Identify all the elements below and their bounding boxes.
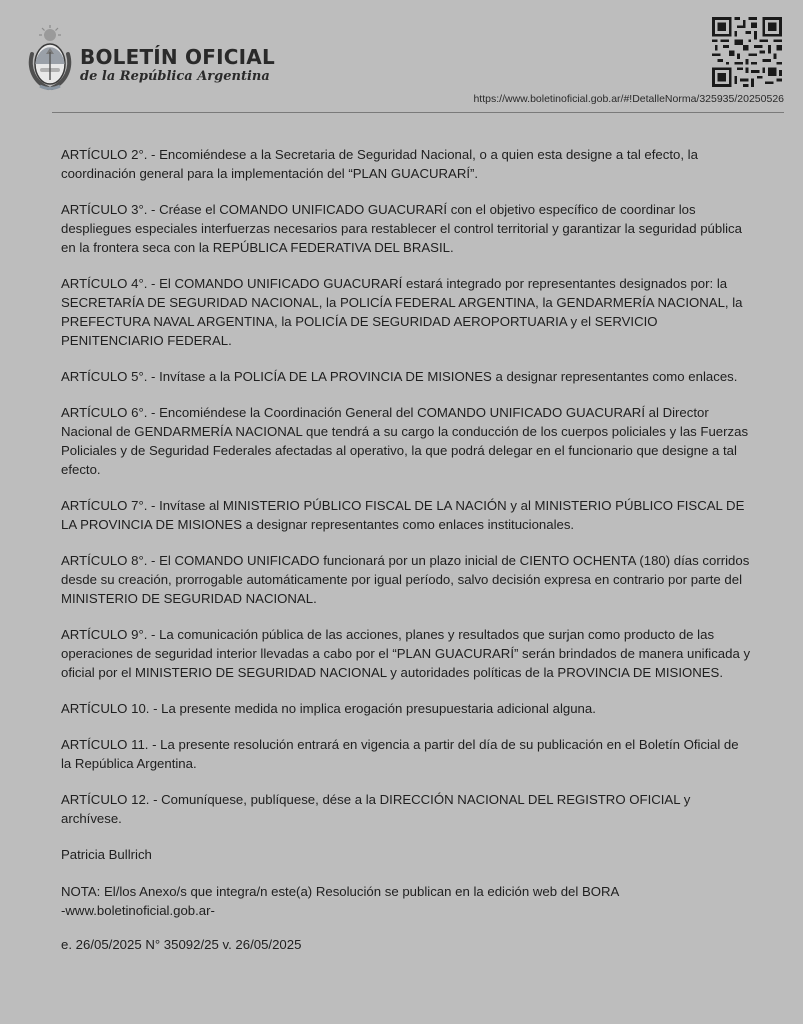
nota-text: NOTA: El/los Anexo/s que integra/n este(a) Resolución se publican en la edición web del BORA xyxy=(61,884,620,899)
publication-title-block xyxy=(80,46,275,86)
article-11: ARTÍCULO 11. - La presente resolución entrará en vigencia a partir del día de su publicación en el Boletín Oficial de la República Argentina. xyxy=(61,737,739,771)
qr-code-icon xyxy=(712,17,782,87)
publication-subtitle: de la República Argentina xyxy=(80,69,270,84)
document-header xyxy=(0,0,803,116)
signature: Patricia Bullrich xyxy=(61,847,152,862)
publication-reference: e. 26/05/2025 N° 35092/25 v. 26/05/2025 xyxy=(61,937,302,952)
article-12: ARTÍCULO 12. - Comuníquese, publíquese, dése a la DIRECCIÓN NACIONAL DEL REGISTRO OFICIAL y archívese. xyxy=(61,792,691,826)
publication-title: BOLETÍN OFICIAL xyxy=(80,45,275,69)
article-6: ARTÍCULO 6°. - Encomiéndese la Coordinación General del COMANDO UNIFICADO GUACURARÍ al Director Nacional de GENDARMERÍA NACIONAL que tendrá a su cargo la conducción de los cuerpos policiales y las Fuerzas Policiales y de Seguridad Federales afectadas al operativo, la que podrá delegar en el funcionario que designe a tal efecto. xyxy=(61,405,749,477)
article-8: ARTÍCULO 8°. - El COMANDO UNIFICADO funcionará por un plazo inicial de CIENTO OCHENTA (180) días corridos desde su creación, prorrogable automáticamente por igual período, salvo decisión expresa en contrario por parte del MINISTERIO DE SEGURIDAD NACIONAL. xyxy=(61,553,750,606)
article-9: ARTÍCULO 9°. - La comunicación pública de las acciones, planes y resultados que surjan como producto de las operaciones de seguridad interior llevadas a cabo por el “PLAN GUACURARÍ” serán brindados de manera unificada y oficial por el MINISTERIO DE SEGURIDAD NACIONAL y autoridades políticas de la PROVINCIA DE MISIONES. xyxy=(61,627,751,680)
article-4: ARTÍCULO 4°. - El COMANDO UNIFICADO GUACURARÍ estará integrado por representantes designados por: la SECRETARÍA DE SEGURIDAD NACIONAL, la POLICÍA FEDERAL ARGENTINA, la GENDARMERÍA NACIONAL, la PREFECTURA NAVAL ARGENTINA, la POLICÍA DE SEGURIDAD AEROPORTUARIA y el SERVICIO PENITENCIARIO FEDERAL. xyxy=(61,276,743,348)
article-10: ARTÍCULO 10. - La presente medida no implica erogación presupuestaria adicional alguna. xyxy=(61,701,596,716)
article-7: ARTÍCULO 7°. - Invítase al MINISTERIO PÚBLICO FISCAL DE LA NACIÓN y al MINISTERIO PÚBLICO FISCAL DE LA PROVINCIA DE MISIONES a designar representantes como enlaces institucionales. xyxy=(61,498,745,532)
nota xyxy=(61,882,751,920)
header-divider xyxy=(52,112,784,113)
document-url[interactable]: https://www.boletinoficial.gob.ar/#!DetalleNorma/325935/20250526 xyxy=(473,93,784,105)
document-body xyxy=(61,145,751,971)
nota-link[interactable]: -www.boletinoficial.gob.ar- xyxy=(61,903,215,918)
article-2: ARTÍCULO 2°. - Encomiéndese a la Secretaria de Seguridad Nacional, o a quien esta designe a tal efecto, la coordinación general para la implementación del “PLAN GUACURARÍ”. xyxy=(61,147,698,181)
coat-of-arms-icon xyxy=(26,24,74,94)
article-3: ARTÍCULO 3°. - Créase el COMANDO UNIFICADO GUACURARÍ con el objetivo específico de coordinar los despliegues especiales interfuerzas necesarios para restablecer el control territorial y garantizar la seguridad pública en la frontera seca con la REPÚBLICA FEDERATIVA DEL BRASIL. xyxy=(61,202,742,255)
article-5: ARTÍCULO 5°. - Invítase a la POLICÍA DE LA PROVINCIA DE MISIONES a designar representantes como enlaces. xyxy=(61,369,738,384)
